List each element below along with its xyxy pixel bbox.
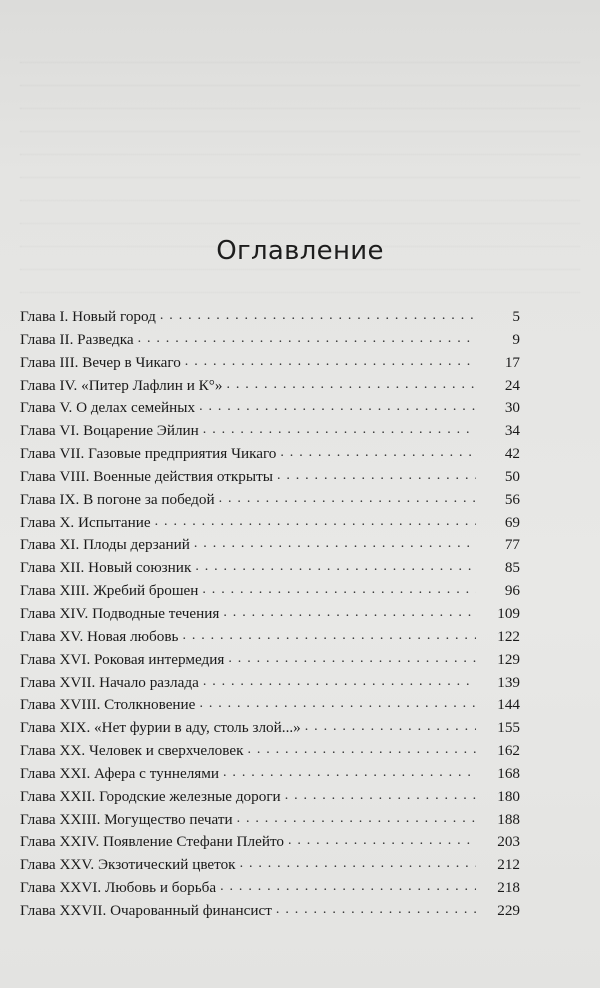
chapter-title: Глава XXII. Городские железные дороги	[20, 787, 281, 805]
page-number: 24	[504, 376, 520, 394]
chapter-title: Глава XVI. Роковая интермедия	[20, 650, 225, 668]
chapter-title: Глава XXI. Афера с туннелями	[20, 764, 220, 782]
page-number: 218	[497, 879, 520, 897]
toc-entry	[20, 306, 520, 329]
toc-entry	[20, 854, 520, 877]
page-number: 69	[504, 513, 520, 531]
page-number: 144	[497, 696, 520, 714]
toc-entry	[20, 877, 520, 900]
page-number: 122	[497, 627, 520, 645]
page-number: 5	[512, 308, 520, 325]
dot-leader	[247, 743, 476, 755]
dot-leader	[202, 583, 476, 595]
toc-entry	[20, 512, 520, 535]
chapter-title: Глава III. Вечер в Чикаго	[20, 353, 181, 371]
dot-leader	[185, 355, 476, 367]
page-number: 109	[497, 604, 520, 622]
page-title: Оглавление	[216, 236, 384, 266]
toc-entry	[20, 809, 520, 832]
chapter-title: Глава XV. Новая любовь	[20, 627, 179, 645]
page-number: 77	[504, 536, 520, 554]
toc-entry	[20, 443, 520, 466]
chapter-title: Глава XIV. Подводные течения	[20, 604, 220, 622]
toc-entry	[20, 626, 520, 649]
toc-entry	[20, 557, 520, 580]
dot-leader	[276, 903, 476, 915]
page-number: 42	[504, 445, 520, 463]
dot-leader	[223, 766, 476, 778]
toc-entry	[20, 534, 520, 557]
chapter-title: Глава VIII. Военные действия открыты	[20, 467, 273, 485]
chapter-title: Глава XX. Человек и сверхчеловек	[20, 742, 244, 760]
dot-leader	[223, 606, 476, 618]
chapter-title: Глава I. Новый город	[20, 308, 156, 325]
dot-leader	[280, 446, 476, 458]
dot-leader	[199, 697, 476, 709]
toc-entry	[20, 489, 520, 512]
chapter-title: Глава VI. Воцарение Эйлин	[20, 422, 199, 440]
chapter-title: Глава XXIII. Могущество печати	[20, 810, 233, 828]
toc-entry	[20, 397, 520, 420]
chapter-title: Глава VII. Газовые предприятия Чикаго	[20, 445, 277, 463]
chapter-title: Глава IV. «Питер Лафлин и К°»	[20, 376, 223, 394]
chapter-title: Глава XXIV. Появление Стефани Плейто	[20, 833, 284, 851]
dot-leader	[226, 378, 476, 390]
toc-entry	[20, 352, 520, 375]
toc-entry	[20, 375, 520, 398]
chapter-title: Глава XXV. Экзотический цветок	[20, 856, 236, 874]
page-number: 212	[497, 856, 520, 874]
page-number: 85	[504, 559, 520, 577]
toc-entry	[20, 672, 520, 695]
page-number: 229	[497, 901, 520, 919]
toc-entry	[20, 831, 520, 854]
page-number: 9	[512, 330, 520, 348]
toc-entry	[20, 329, 520, 352]
show-through-text	[20, 40, 580, 310]
page-number: 162	[497, 742, 520, 760]
dot-leader	[203, 675, 476, 687]
dot-leader	[228, 652, 476, 664]
dot-leader	[237, 812, 476, 824]
dot-leader	[220, 880, 476, 892]
page-number: 168	[497, 764, 520, 782]
chapter-title: Глава XI. Плоды дерзаний	[20, 536, 190, 554]
toc-entry	[20, 694, 520, 717]
page-number: 96	[504, 582, 520, 600]
chapter-title: Глава XII. Новый союзник	[20, 559, 192, 577]
toc-entry	[20, 603, 520, 626]
toc-entry	[20, 786, 520, 809]
page-number: 56	[504, 490, 520, 508]
dot-leader	[203, 423, 476, 435]
page-number: 188	[497, 810, 520, 828]
page-number: 203	[497, 833, 520, 851]
page-number: 129	[497, 650, 520, 668]
toc-entry	[20, 649, 520, 672]
toc-entry	[20, 740, 520, 763]
dot-leader	[240, 857, 476, 869]
chapter-title: Глава IX. В погоне за победой	[20, 490, 215, 508]
table-of-contents	[20, 306, 520, 923]
chapter-title: Глава XXVI. Любовь и борьба	[20, 879, 217, 897]
toc-entry	[20, 580, 520, 603]
chapter-title: Глава XXVII. Очарованный финансист	[20, 901, 272, 919]
toc-entry	[20, 420, 520, 443]
dot-leader	[219, 492, 476, 504]
dot-leader	[277, 469, 476, 481]
dot-leader	[305, 720, 476, 732]
dot-leader	[160, 309, 476, 321]
chapter-title: Глава X. Испытание	[20, 513, 151, 531]
page-number: 139	[497, 673, 520, 691]
chapter-title: Глава V. О делах семейных	[20, 399, 196, 417]
dot-leader	[155, 515, 476, 527]
page-number: 30	[504, 399, 520, 417]
chapter-title: Глава XVIII. Столкновение	[20, 696, 196, 714]
page-number: 50	[504, 467, 520, 485]
dot-leader	[199, 400, 476, 412]
dot-leader	[288, 834, 476, 846]
dot-leader	[182, 629, 476, 641]
chapter-title: Глава XIX. «Нет фурии в аду, столь злой...»	[20, 719, 301, 737]
page-number: 17	[504, 353, 520, 371]
dot-leader	[138, 332, 476, 344]
chapter-title: Глава XIII. Жребий брошен	[20, 582, 199, 600]
toc-entry	[20, 466, 520, 489]
dot-leader	[285, 789, 476, 801]
page-number: 180	[497, 787, 520, 805]
dot-leader	[195, 560, 476, 572]
chapter-title: Глава II. Разведка	[20, 330, 134, 348]
dot-leader	[194, 537, 476, 549]
page-number: 155	[497, 719, 520, 737]
page-number: 34	[504, 422, 520, 440]
chapter-title: Глава XVII. Начало разлада	[20, 673, 199, 691]
toc-entry	[20, 717, 520, 740]
toc-entry	[20, 900, 520, 923]
toc-entry	[20, 763, 520, 786]
